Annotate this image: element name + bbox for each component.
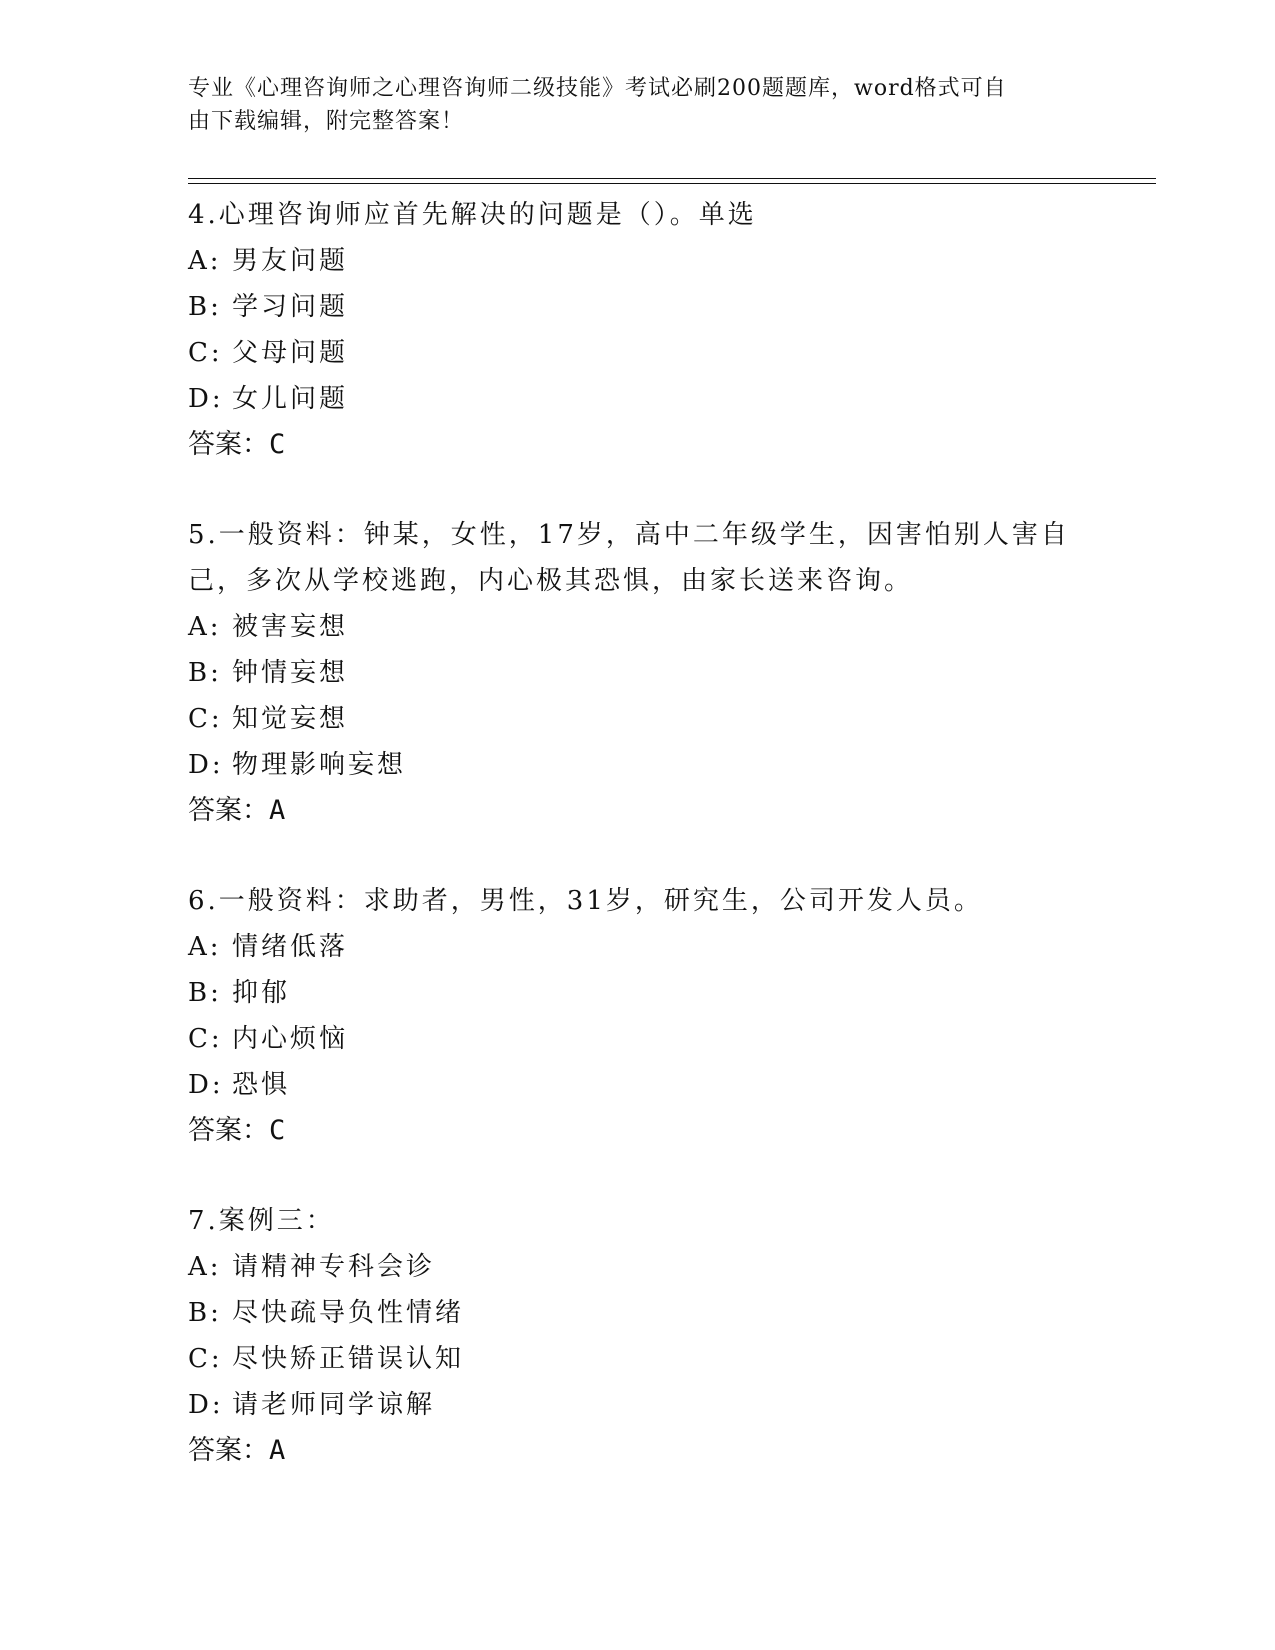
option-letter: D: [188,1070,224,1100]
option-text: 钟情妄想 [232,658,349,688]
option-b [188,284,1088,330]
option-d [188,742,1088,788]
answer-value: A [269,1435,286,1466]
option-text: 女儿问题 [232,384,349,414]
option-c [188,1016,1088,1062]
option-a [188,238,1088,284]
question-text: 4.心理咨询师应首先解决的问题是（）。单选 [188,200,757,230]
option-text: 情绪低落 [232,932,349,962]
option-a [188,604,1088,650]
option-text: 父母问题 [232,338,349,368]
option-letter: A: [188,246,222,276]
option-letter: C: [188,704,223,734]
option-text: 内心烦恼 [232,1024,349,1054]
answer-line [188,788,1088,834]
answer-label: 答案： [188,1115,269,1146]
option-c [188,696,1088,742]
question-item [188,1198,1088,1474]
option-d [188,376,1088,422]
answer-line [188,1428,1088,1474]
option-letter: A: [188,612,222,642]
option-b [188,1290,1088,1336]
intro-line-1: 专业《心理咨询师之心理咨询师二级技能》考试必刷200题题库，word格式可自 [188,76,1007,101]
option-text: 尽快矫正错误认知 [232,1344,465,1374]
option-a [188,1244,1088,1290]
option-text: 尽快疏导负性情绪 [232,1298,465,1328]
answer-value: A [269,795,286,826]
option-letter: C: [188,338,223,368]
option-c [188,1336,1088,1382]
answer-value: C [269,429,286,460]
intro-paragraph [188,72,1088,138]
option-d [188,1062,1088,1108]
divider-line-bottom [188,183,1156,184]
answer-label: 答案： [188,795,269,826]
question-text: 7.案例三： [188,1206,335,1236]
option-letter: C: [188,1344,223,1374]
option-letter: D: [188,750,224,780]
question-text: 6.一般资料：求助者，男性，31岁，研究生，公司开发人员。 [188,886,983,916]
option-text: 被害妄想 [232,612,349,642]
question-item [188,878,1088,1154]
option-text: 物理影响妄想 [232,750,407,780]
option-text: 请精神专科会诊 [232,1252,436,1282]
option-b [188,650,1088,696]
option-d [188,1382,1088,1428]
option-c [188,330,1088,376]
question-item [188,512,1088,834]
option-text: 抑郁 [232,978,291,1008]
option-b [188,970,1088,1016]
option-letter: B: [188,292,222,322]
option-letter: B: [188,1298,222,1328]
option-letter: A: [188,1252,222,1282]
answer-value: C [269,1115,286,1146]
option-letter: A: [188,932,222,962]
option-a [188,924,1088,970]
option-text: 知觉妄想 [232,704,349,734]
divider-line-top [188,178,1156,179]
answer-line [188,1108,1088,1154]
option-letter: B: [188,978,222,1008]
option-text: 男友问题 [232,246,349,276]
answer-label: 答案： [188,429,269,460]
option-text: 请老师同学谅解 [232,1390,436,1420]
option-text: 恐惧 [232,1070,291,1100]
option-letter: C: [188,1024,223,1054]
answer-label: 答案： [188,1435,269,1466]
question-list [188,192,1088,1518]
option-letter: D: [188,1390,224,1420]
intro-line-2: 由下载编辑，附完整答案！ [188,109,465,134]
question-item [188,192,1088,468]
option-letter: B: [188,658,222,688]
answer-line [188,422,1088,468]
option-letter: D: [188,384,224,414]
question-text: 5.一般资料：钟某，女性，17岁，高中二年级学生，因害怕别人害自己，多次从学校逃跑，内心极其恐惧，由家长送来咨询。 [188,520,1070,596]
option-text: 学习问题 [232,292,349,322]
